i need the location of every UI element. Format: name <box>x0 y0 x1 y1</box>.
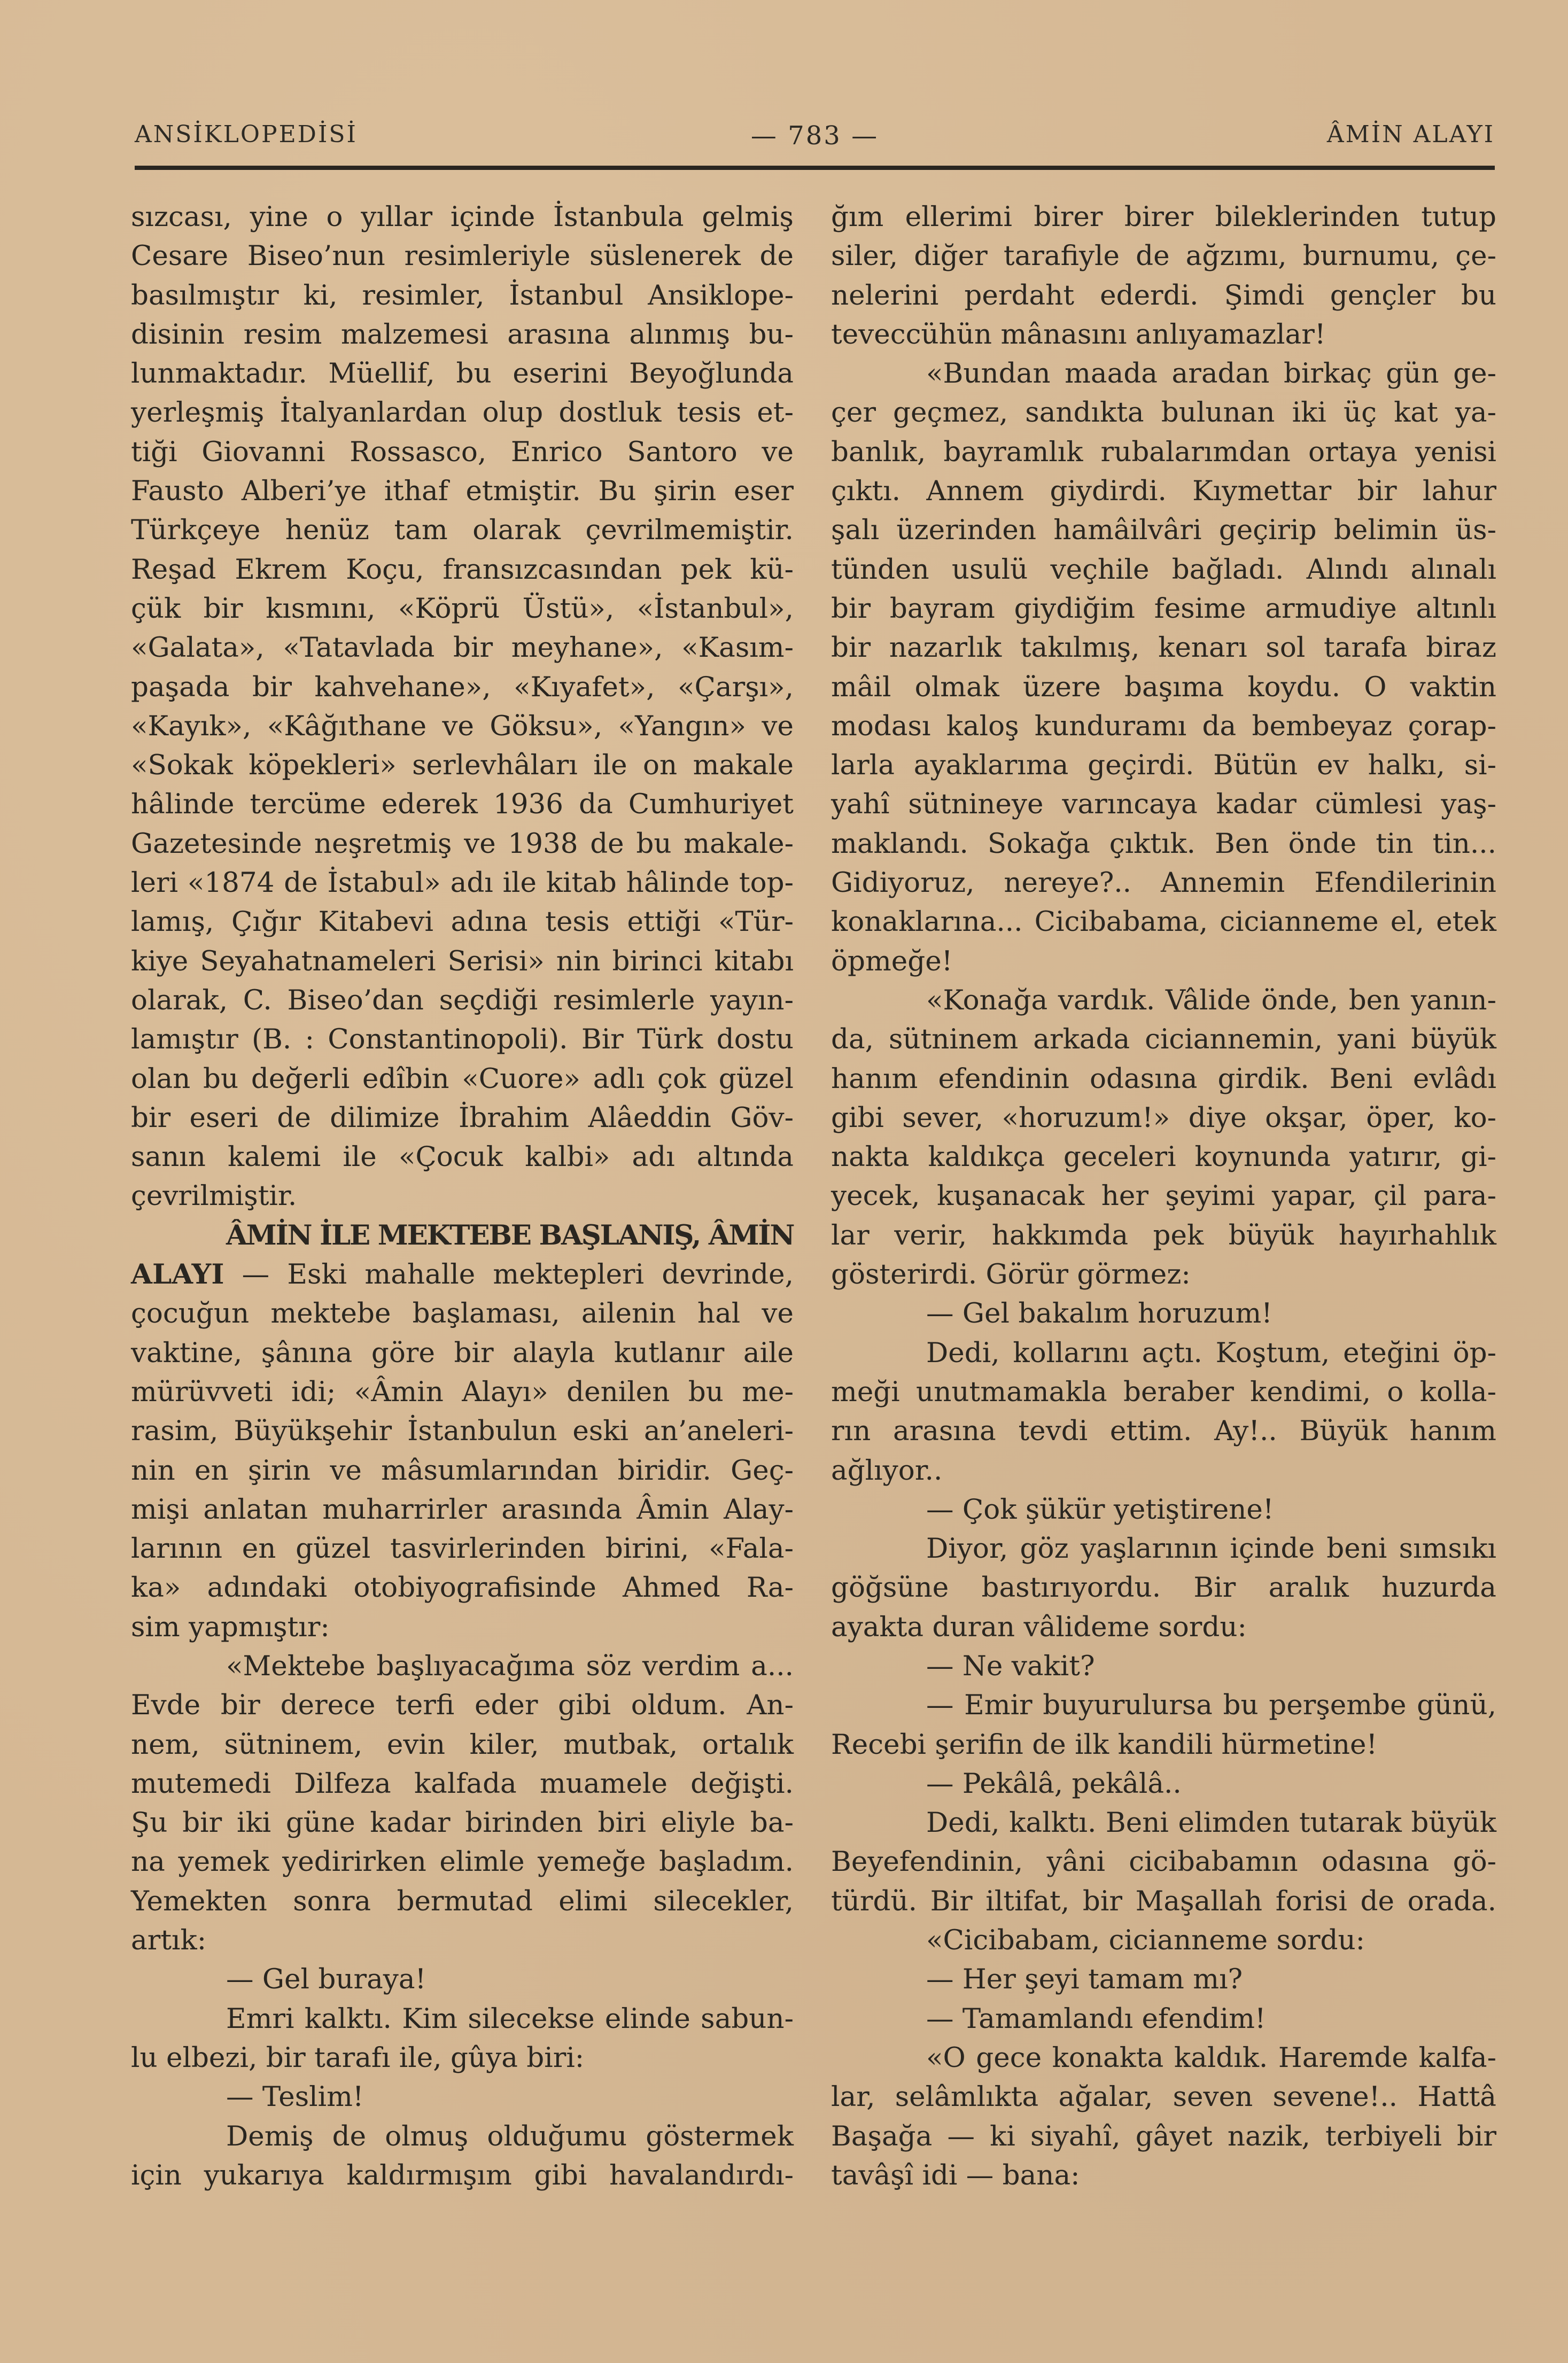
line-text: lamıştır (B. : Constantinopoli). Bir Türk dostu <box>131 1023 794 1056</box>
line-text: artık: <box>131 1924 207 1957</box>
line-text: vaktine, şânına göre bir alayla kutlanır aile <box>131 1336 794 1369</box>
text-line <box>831 1608 1496 1647</box>
text-line <box>131 1255 794 1294</box>
line-text: «Mektebe başlıyacağıma söz verdim a... <box>226 1650 794 1682</box>
line-text: mutemedi Dilfeza kalfada muamele değişti. <box>131 1767 794 1800</box>
text-line <box>831 354 1496 393</box>
text-line <box>131 1804 794 1843</box>
line-text: sim yapmıştır: <box>131 1611 330 1643</box>
line-text: hanım efendinin odasına girdik. Beni evlâdı <box>831 1062 1496 1095</box>
line-text: — Gel buraya! <box>226 1963 426 1996</box>
text-line <box>831 1529 1496 1568</box>
text-line <box>831 864 1496 903</box>
line-text: Türkçeye henüz tam olarak çevrilmemiştir. <box>131 514 794 547</box>
text-line <box>831 1294 1496 1333</box>
text-line <box>131 825 794 864</box>
text-line <box>831 2000 1496 2039</box>
text-line <box>131 903 794 942</box>
line-text: mürüvveti idi; «Âmin Alayı» denilen bu me- <box>131 1375 794 1408</box>
text-line <box>831 1882 1496 1921</box>
line-text: rasim, Büyükşehir İstanbulun eski an’aneleri- <box>131 1415 794 1448</box>
text-line <box>131 1529 794 1568</box>
line-text: lunmaktadır. Müellif, bu eserini Beyoğlunda <box>131 357 794 390</box>
line-text: bir eseri de dilimize İbrahim Alâeddin Göv- <box>131 1101 794 1134</box>
text-line <box>831 903 1496 942</box>
text-line <box>131 1843 794 1882</box>
text-line <box>131 1138 794 1177</box>
line-text: çocuğun mektebe başlaması, ailenin hal ve <box>131 1297 794 1330</box>
text-line <box>131 1725 794 1765</box>
line-text: «Sokak köpekleri» serlevhâları ile on makale <box>131 749 794 782</box>
text-line <box>831 1568 1496 1607</box>
text-line <box>131 1373 794 1412</box>
text-line <box>131 628 794 667</box>
text-line <box>131 237 794 276</box>
text-line <box>831 1490 1496 1529</box>
text-line <box>831 2039 1496 2078</box>
line-text: — Pekâlâ, pekâlâ.. <box>926 1767 1182 1800</box>
line-text: hâlinde tercüme ederek 1936 da Cumhuriyet <box>131 788 794 821</box>
text-line <box>131 2117 794 2156</box>
text-line <box>131 1490 794 1529</box>
line-text: Emri kalktı. Kim silecekse elinde sabun- <box>226 2002 794 2035</box>
text-line <box>831 2078 1496 2117</box>
line-text: Gidiyoruz, nereye?.. Annemin Efendilerinin <box>831 867 1496 899</box>
text-line <box>131 707 794 746</box>
text-line <box>131 511 794 550</box>
text-line <box>831 1373 1496 1412</box>
line-text: Beyefendinin, yâni cicibabamın odasına gö- <box>831 1846 1496 1878</box>
text-line <box>131 2039 794 2078</box>
text-line <box>831 1960 1496 1999</box>
text-line <box>831 237 1496 276</box>
text-line <box>831 1451 1496 1490</box>
text-line <box>831 1216 1496 1255</box>
line-text: gösterirdi. Görür görmez: <box>831 1258 1191 1291</box>
line-text: Demiş de olmuş olduğumu göstermek <box>226 2120 794 2152</box>
line-text: nelerini perdaht ederdi. Şimdi gençler bu <box>831 279 1496 312</box>
text-line <box>131 1882 794 1921</box>
line-text: Gazetesinde neşretmiş ve 1938 de bu makale- <box>131 827 794 860</box>
line-text: meği unutmamakla beraber kendimi, o kolla- <box>831 1375 1496 1408</box>
line-text: bir nazarlık takılmış, kenarı sol tarafa biraz <box>831 632 1496 664</box>
text-line <box>831 942 1496 981</box>
text-line <box>131 1568 794 1607</box>
line-text: nem, sütninem, evin kiler, mutbak, ortalık <box>131 1728 794 1761</box>
text-line <box>131 198 794 237</box>
line-text: mâil olmak üzere başıma koydu. O vaktin <box>831 671 1496 703</box>
text-line <box>131 1099 794 1138</box>
text-line <box>831 198 1496 237</box>
text-line <box>131 1177 794 1216</box>
running-header <box>135 121 1495 153</box>
text-line <box>831 589 1496 628</box>
text-line <box>131 981 794 1020</box>
line-text: Dedi, kollarını açtı. Koştum, eteğini öp- <box>926 1336 1496 1369</box>
line-text: Şu bir iki güne kadar birinden biri eliyle ba- <box>131 1807 794 1839</box>
header-right-title: ÂMİN ALAYI <box>1326 121 1495 148</box>
line-text: lar verir, hakkımda pek büyük hayırhahlık <box>831 1219 1496 1252</box>
text-line <box>131 785 794 824</box>
line-text: mişi anlatan muharrirler arasında Âmin Alay- <box>131 1493 794 1526</box>
line-text: Başağa — ki siyahî, gâyet nazik, terbiyeli bir <box>831 2120 1496 2152</box>
line-text: «Galata», «Tatavlada bir meyhane», «Kasım- <box>131 632 794 664</box>
text-line <box>131 1412 794 1451</box>
line-text: banlık, bayramlık rubalarımdan ortaya yenisi <box>831 436 1496 468</box>
text-line <box>831 1647 1496 1686</box>
text-line <box>131 1060 794 1099</box>
line-text: modası kaloş kunduramı da bembeyaz çorap- <box>831 710 1496 742</box>
line-text: na yemek yedirirken elimle yemeğe başladım. <box>131 1846 794 1878</box>
text-line <box>831 511 1496 550</box>
line-text: teveccühün mânasını anlıyamazlar! <box>831 318 1326 351</box>
line-text: Cesare Biseo’nun resimleriyle süslenerek de <box>131 240 794 273</box>
line-text: çük bir kısmını, «Köprü Üstü», «İstanbul», <box>131 592 794 625</box>
entry-heading: ALAYI <box>131 1258 224 1291</box>
text-line <box>831 1060 1496 1099</box>
line-text: lamış, Çığır Kitabevi adına tesis ettiği «Tür- <box>131 906 794 938</box>
text-line <box>131 1765 794 1804</box>
line-text: da, sütninem arkada ciciannemin, yani büyük <box>831 1023 1496 1056</box>
line-text: Diyor, göz yaşlarının içinde beni sımsıkı <box>926 1533 1496 1565</box>
text-line <box>131 1294 794 1333</box>
left-column <box>131 198 794 2195</box>
line-text: ğım ellerimi birer birer bileklerinden tutup <box>831 201 1496 233</box>
text-line <box>831 825 1496 864</box>
line-text: larla ayaklarıma geçirdi. Bütün ev halkı, si- <box>831 749 1496 782</box>
text-line <box>131 433 794 472</box>
line-text: basılmıştır ki, resimler, İstanbul Ansiklope- <box>131 279 794 312</box>
line-text: olan bu değerli edîbin «Cuore» adlı çok güzel <box>131 1062 794 1095</box>
text-line <box>831 393 1496 432</box>
line-text: lar, selâmlıkta ağalar, seven sevene!.. Hattâ <box>831 2081 1496 2113</box>
line-text: lu elbezi, bir tarafı ile, gûya biri: <box>131 2041 585 2074</box>
line-text: gibi sever, «horuzum!» diye okşar, öper, ko- <box>831 1101 1496 1134</box>
text-line <box>131 864 794 903</box>
text-line <box>131 668 794 707</box>
text-line <box>831 1843 1496 1882</box>
text-line <box>131 942 794 981</box>
line-text: — Ne vakit? <box>926 1650 1095 1682</box>
text-line <box>831 1921 1496 1960</box>
line-text: türdü. Bir iltifat, bir Maşallah forisi de orada. <box>831 1885 1496 1917</box>
line-text: «Konağa vardık. Vâlide önde, ben yanın- <box>926 984 1496 1016</box>
text-line <box>831 1099 1496 1138</box>
text-line <box>131 2078 794 2117</box>
text-line <box>131 1921 794 1960</box>
line-text: tiği Giovanni Rossasco, Enrico Santoro ve <box>131 436 794 468</box>
text-line <box>131 354 794 393</box>
line-text: öpmeğe! <box>831 945 953 977</box>
line-text: nin en şirin ve mâsumlarından biridir. Geç- <box>131 1454 794 1487</box>
line-text: — Her şeyi tamam mı? <box>926 1963 1243 1996</box>
header-left-title: ANSİKLOPEDİSİ <box>135 121 358 148</box>
text-line <box>131 550 794 589</box>
line-text: maklandı. Sokağa çıktık. Ben önde tin tin... <box>831 827 1496 860</box>
line-text: leri «1874 de İstabul» adı ile kitab hâlinde top- <box>131 867 794 899</box>
text-line <box>831 2117 1496 2156</box>
line-text: ayakta duran vâlideme sordu: <box>831 1611 1247 1643</box>
header-rule <box>135 166 1495 170</box>
line-text: sanın kalemi ile «Çocuk kalbi» adı altında <box>131 1141 794 1173</box>
text-line <box>131 1686 794 1725</box>
line-text: çer geçmez, sandıkta bulunan iki üç kat ya- <box>831 397 1496 429</box>
text-line <box>831 1334 1496 1373</box>
right-column <box>831 198 1496 2195</box>
line-text: «Bundan maada aradan birkaç gün ge- <box>926 357 1496 390</box>
line-text: sızcası, yine o yıllar içinde İstanbula gelmiş <box>131 201 794 233</box>
line-text: çıktı. Annem giydirdi. Kıymettar bir lahur <box>831 475 1496 508</box>
text-line <box>131 393 794 432</box>
text-line <box>831 785 1496 824</box>
text-line <box>131 315 794 354</box>
text-line <box>131 1960 794 1999</box>
line-text: «Cicibabam, cicianneme sordu: <box>926 1924 1365 1957</box>
line-text: kiye Seyahatnameleri Serisi» nin birinci kitabı <box>131 945 794 977</box>
text-line <box>831 981 1496 1020</box>
line-text: disinin resim malzemesi arasına alınmış bu- <box>131 318 794 351</box>
line-text: yahî sütnineye varıncaya kadar cümlesi yaş- <box>831 788 1496 821</box>
text-line <box>831 1804 1496 1843</box>
text-line <box>131 1608 794 1647</box>
line-text: konaklarına... Cicibabama, cicianneme el, etek <box>831 906 1496 938</box>
text-line <box>831 707 1496 746</box>
line-text: çevrilmiştir. <box>131 1180 297 1212</box>
text-line <box>831 433 1496 472</box>
line-text: rın arasına tevdi ettim. Ay!.. Büyük hanım <box>831 1415 1496 1448</box>
line-text: Dedi, kalktı. Beni elimden tutarak büyük <box>926 1807 1496 1839</box>
line-text: — Eski mahalle mektepleri devrinde, <box>224 1258 794 1291</box>
line-text: yerleşmiş İtalyanlardan olup dostluk tesis et- <box>131 397 794 429</box>
line-text: larının en güzel tasvirlerinden birini, «Fala- <box>131 1533 794 1565</box>
line-text: Recebi şerifin de ilk kandili hürmetine! <box>831 1728 1378 1761</box>
text-line <box>131 1020 794 1059</box>
line-text: tavâşî idi — bana: <box>831 2159 1080 2191</box>
line-text: siler, diğer tarafiyle de ağzımı, burnumu, çe- <box>831 240 1496 273</box>
line-text: bir bayram giydiğim fesime armudiye altınlı <box>831 592 1496 625</box>
text-line <box>131 746 794 785</box>
line-text: nakta kaldıkça geceleri koynunda yatırır, gi- <box>831 1141 1496 1173</box>
line-text: için yukarıya kaldırmışım gibi havalandırdı- <box>131 2159 794 2191</box>
line-text: olarak, C. Biseo’dan seçdiği resimlerle yayın- <box>131 984 794 1016</box>
line-text: «Kayık», «Kâğıthane ve Göksu», «Yangın» ve <box>131 710 794 742</box>
text-line <box>831 1725 1496 1765</box>
line-text: «O gece konakta kaldık. Haremde kalfa- <box>926 2041 1496 2074</box>
page-number: — 783 — <box>750 121 879 151</box>
text-line <box>831 550 1496 589</box>
text-line <box>831 628 1496 667</box>
line-text: — Gel bakalım horuzum! <box>926 1297 1272 1330</box>
text-line <box>831 1138 1496 1177</box>
line-text: ağlıyor.. <box>831 1454 943 1487</box>
entry-heading: ÂMİN İLE MEKTEBE BAŞLANIŞ, ÂMİN <box>226 1219 794 1252</box>
line-text: — Teslim! <box>226 2081 364 2113</box>
text-line <box>831 1177 1496 1216</box>
line-text: Yemekten sonra bermutad elimi silecekler, <box>131 1885 794 1917</box>
line-text: yecek, kuşanacak her şeyimi yapar, çil para- <box>831 1180 1496 1212</box>
text-line <box>831 472 1496 511</box>
text-line <box>831 1020 1496 1059</box>
text-line <box>831 1255 1496 1294</box>
text-line <box>131 472 794 511</box>
line-text: — Tamamlandı efendim! <box>926 2002 1266 2035</box>
line-text: — Emir buyurulursa bu perşembe günü, <box>926 1689 1496 1722</box>
text-line <box>831 1765 1496 1804</box>
text-line <box>131 276 794 315</box>
text-line <box>131 1334 794 1373</box>
text-line <box>131 1451 794 1490</box>
text-line <box>831 1686 1496 1725</box>
text-line <box>831 746 1496 785</box>
line-text: — Çok şükür yetiştirene! <box>926 1493 1274 1526</box>
text-line <box>131 2000 794 2039</box>
text-line <box>831 276 1496 315</box>
line-text: şalı üzerinden hamâilvâri geçirip belimin üs- <box>831 514 1496 547</box>
text-line <box>831 2156 1496 2195</box>
line-text: ka» adındaki otobiyografisinde Ahmed Ra- <box>131 1572 794 1604</box>
line-text: Evde bir derece terfi eder gibi oldum. An- <box>131 1689 794 1722</box>
text-line <box>831 1412 1496 1451</box>
line-text: tünden usulü veçhile bağladı. Alındı alınalı <box>831 553 1496 586</box>
text-line <box>131 1647 794 1686</box>
text-line <box>831 315 1496 354</box>
line-text: Reşad Ekrem Koçu, fransızcasından pek kü- <box>131 553 794 586</box>
line-text: Fausto Alberi’ye ithaf etmiştir. Bu şirin eser <box>131 475 794 508</box>
text-line <box>131 2156 794 2195</box>
text-line <box>131 589 794 628</box>
line-text: paşada bir kahvehane», «Kıyafet», «Çarşı», <box>131 671 794 703</box>
line-text: göğsüne bastırıyordu. Bir aralık huzurda <box>831 1572 1496 1604</box>
text-line <box>831 668 1496 707</box>
text-line <box>131 1216 794 1255</box>
